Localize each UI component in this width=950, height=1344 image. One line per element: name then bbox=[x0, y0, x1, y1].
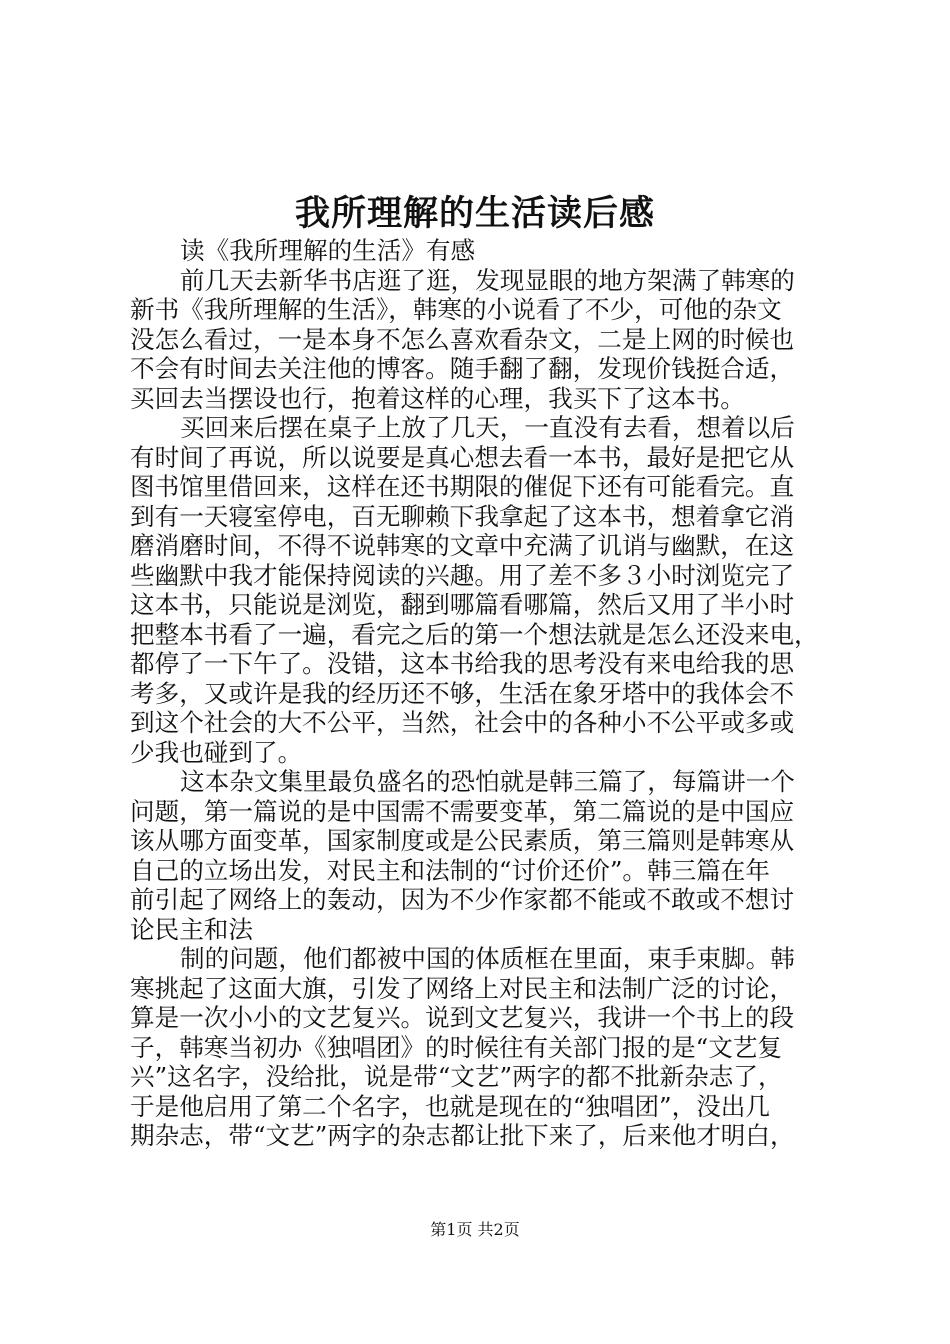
body-line: 这本杂文集里最负盛名的恐怕就是韩三篇了，每篇讲一个 bbox=[180, 767, 795, 796]
body-line: 于是他启用了第二个名字，也就是现在的“独唱团”，没出几 bbox=[130, 1091, 770, 1121]
body-line: 算是一次小小的文艺复兴。说到文艺复兴，我讲一个书上的段 bbox=[130, 1003, 795, 1032]
body-line: 子，韩寒当初办《独唱团》的时候往有关部门报的是“文艺复 bbox=[130, 1032, 783, 1062]
body-line: 些幽默中我才能保持阅读的兴趣。用了差不多３小时浏览完了 bbox=[130, 560, 795, 590]
body-line: 自己的立场出发，对民主和法制的“讨价还价”。韩三篇在年 bbox=[130, 855, 770, 885]
document-body bbox=[130, 236, 825, 1151]
body-line: 期杂志，带“文艺”两字的杂志都让批下来了，后来他才明白， bbox=[130, 1121, 795, 1150]
body-line: 到有一天寝室停电，百无聊赖下我拿起了这本书，想着拿它消 bbox=[130, 501, 795, 531]
body-line: 图书馆里借回来，这样在还书期限的催促下还有可能看完。直 bbox=[130, 472, 795, 501]
body-line: 读《我所理解的生活》有感 bbox=[180, 236, 476, 265]
body-line: 考多，又或许是我的经历还不够，生活在象牙塔中的我体会不 bbox=[130, 678, 795, 708]
body-line: 问题，第一篇说的是中国需不需要变革，第二篇说的是中国应 bbox=[130, 796, 795, 826]
body-line: 都停了一下午了。没错，这本书给我的思考没有来电给我的思 bbox=[130, 649, 795, 678]
body-line: 新书《我所理解的生活》，韩寒的小说看了不少，可他的杂文 bbox=[130, 295, 782, 324]
body-line: 兴”这名字，没给批，说是带“文艺”两字的都不批新杂志了， bbox=[130, 1062, 783, 1091]
body-line: 把整本书看了一遍，看完之后的第一个想法就是怎么还没来电， bbox=[130, 619, 819, 649]
body-line: 制的问题，他们都被中国的体质框在里面，束手束脚。韩 bbox=[180, 944, 795, 973]
document-title: 我所理解的生活读后感 bbox=[294, 193, 655, 234]
body-line: 论民主和法 bbox=[130, 914, 253, 944]
body-line: 有时间了再说，所以说要是真心想去看一本书，最好是把它从 bbox=[130, 442, 795, 472]
body-line: 到这个社会的大不公平，当然，社会中的各种小不公平或多或 bbox=[130, 708, 795, 737]
body-line: 该从哪方面变革，国家制度或是公民素质，第三篇则是韩寒从 bbox=[130, 826, 795, 855]
body-line: 少我也碰到了。 bbox=[130, 737, 303, 767]
body-line: 这本书，只能说是浏览，翻到哪篇看哪篇，然后又用了半小时 bbox=[130, 590, 795, 619]
body-line: 买回来后摆在桌子上放了几天，一直没有去看，想着以后 bbox=[180, 413, 795, 442]
body-line: 寒挑起了这面大旗，引发了网络上对民主和法制广泛的讨论， bbox=[130, 973, 795, 1003]
body-line: 前引起了网络上的轰动，因为不少作家都不能或不敢或不想讨 bbox=[130, 885, 795, 914]
body-line: 没怎么看过，一是本身不怎么喜欢看杂文，二是上网的时候也 bbox=[130, 324, 795, 354]
page-number-footer: 第1页 共2页 bbox=[430, 1220, 520, 1239]
body-line: 不会有时间去关注他的博客。随手翻了翻，发现价钱挺合适， bbox=[130, 354, 795, 383]
body-line: 买回去当摆设也行，抱着这样的心理，我买下了这本书。 bbox=[130, 383, 745, 413]
body-line: 磨消磨时间，不得不说韩寒的文章中充满了讥诮与幽默，在这 bbox=[130, 531, 795, 560]
body-line: 前几天去新华书店逛了逛，发现显眼的地方架满了韩寒的 bbox=[180, 265, 795, 295]
